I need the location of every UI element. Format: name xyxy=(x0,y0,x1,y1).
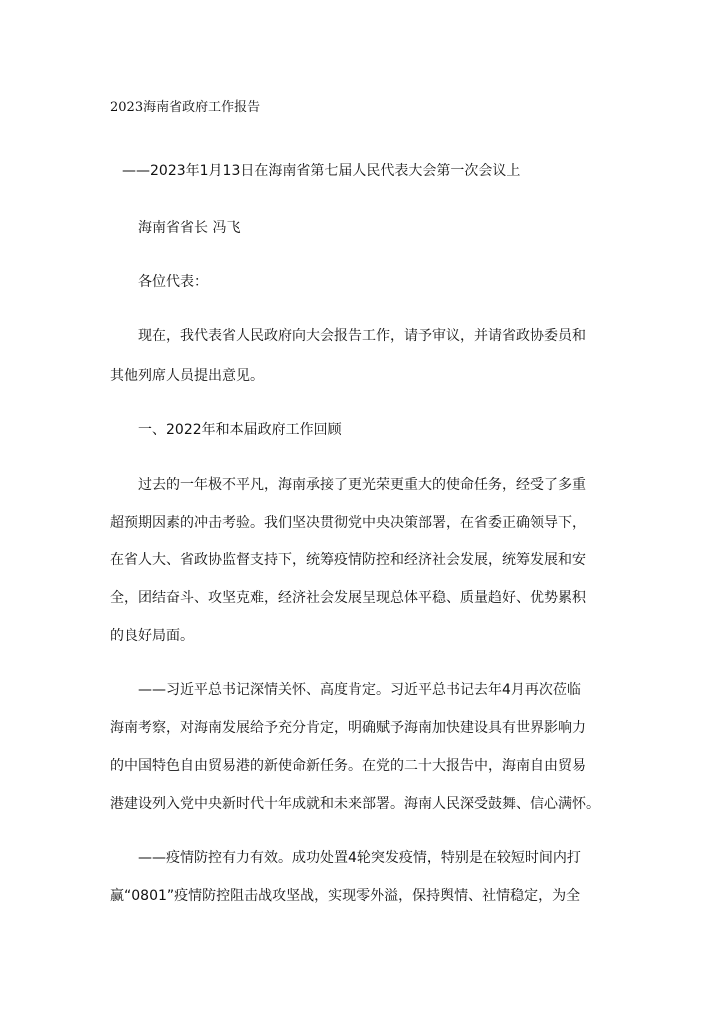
paragraph-line: 的中国特色自由贸易港的新使命新任务。在党的二十大报告中，海南自由贸易 xyxy=(110,758,586,774)
paragraph-line: 过去的一年极不平凡，海南承接了更光荣更重大的使命任务，经受了多重 xyxy=(138,477,586,493)
paragraph-line: 赢“0801”疫情防控阻击战攻坚战，实现零外溢，保持舆情、社情稳定，为全 xyxy=(110,888,581,904)
author-line: 海南省省长 冯飞 xyxy=(138,220,241,236)
section-heading: 一、2022年和本届政府工作回顾 xyxy=(138,422,342,438)
paragraph-line: 在省人大、省政协监督支持下，统筹疫情防控和经济社会发展，统筹发展和安 xyxy=(110,552,586,568)
document-title: 2023海南省政府工作报告 xyxy=(110,100,261,115)
paragraph-line: ——习近平总书记深情关怀、高度肯定。习近平总书记去年4月再次莅临 xyxy=(138,682,581,698)
paragraph-line: 的良好局面。 xyxy=(110,628,194,644)
salutation: 各位代表： xyxy=(138,274,208,290)
paragraph-line: 其他列席人员提出意见。 xyxy=(110,368,264,384)
paragraph-line: ——疫情防控有力有效。成功处置4轮突发疫情，特别是在较短时间内打 xyxy=(138,850,581,866)
paragraph-line: 港建设列入党中央新时代十年成就和未来部署。海南人民深受鼓舞、信心满怀。 xyxy=(110,796,600,812)
paragraph-line: 海南考察，对海南发展给予充分肯定，明确赋予海南加快建设具有世界影响力 xyxy=(110,720,586,736)
document-subtitle: ——2023年1月13日在海南省第七届人民代表大会第一次会议上 xyxy=(122,163,521,179)
paragraph-line: 超预期因素的冲击考验。我们坚决贯彻党中央决策部署，在省委正确领导下， xyxy=(110,515,586,531)
paragraph-line: 全，团结奋斗、攻坚克难，经济社会发展呈现总体平稳、质量趋好、优势累积 xyxy=(110,590,586,606)
paragraph-line: 现在，我代表省人民政府向大会报告工作，请予审议，并请省政协委员和 xyxy=(138,328,586,344)
